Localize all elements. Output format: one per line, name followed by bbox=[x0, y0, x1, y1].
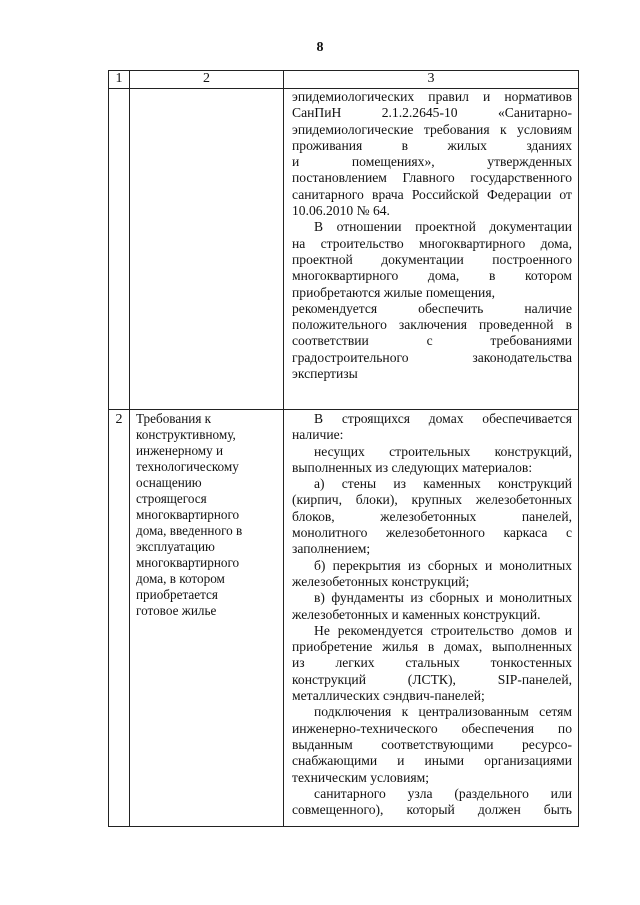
table-header-row bbox=[109, 71, 579, 89]
requirement-line: многоквартирного bbox=[136, 507, 240, 522]
text-line: а) стены из каменных конструкций bbox=[314, 476, 572, 492]
text-line: заполнением; bbox=[292, 541, 371, 557]
requirement-line: приобретается bbox=[136, 587, 218, 602]
row1-description-cell bbox=[284, 89, 579, 410]
text-line: несущих строительных конструкций, bbox=[314, 443, 572, 459]
text-line: эпидемиологических правил и нормативов bbox=[292, 89, 572, 104]
text-line: подключения к централизованным сетям bbox=[314, 704, 572, 720]
text-line: выданным соответствующими ресурсо- bbox=[292, 736, 572, 752]
requirement-line: многоквартирного bbox=[136, 555, 240, 570]
row2-requirement-cell bbox=[130, 410, 284, 827]
text-line: градостроительного законодательства bbox=[292, 349, 572, 365]
text-line: монолитного железобетонного каркаса с bbox=[292, 525, 572, 541]
requirement-line: Требования к bbox=[136, 411, 212, 426]
requirement-line: конструктивному, bbox=[136, 427, 236, 442]
text-line: (кирпич, блоки), крупных железобетонных bbox=[292, 492, 572, 508]
requirement-line: технологическому bbox=[136, 459, 239, 474]
requirement-line: оснащению bbox=[136, 475, 202, 490]
row1-number-cell bbox=[109, 89, 130, 410]
requirement-line: дома, в котором bbox=[136, 571, 225, 586]
text-line: экспертизы bbox=[292, 366, 358, 382]
text-line: выполненных из следующих материалов: bbox=[292, 459, 533, 475]
requirement-line: строящегося bbox=[136, 491, 207, 506]
row2-number-cell: 2 bbox=[109, 410, 130, 827]
text-line: Не рекомендуется строительство домов и bbox=[314, 622, 572, 638]
row2-description-cell bbox=[284, 410, 579, 827]
row1-requirement-cell bbox=[130, 89, 284, 410]
text-line: В строящихся домах обеспечивается bbox=[314, 411, 572, 426]
table-row-continued bbox=[109, 89, 579, 410]
text-line: санитарного узла (раздельного или bbox=[314, 785, 572, 801]
requirement-line: готовое жилье bbox=[136, 603, 217, 618]
table-row-2 bbox=[109, 410, 579, 827]
text-line: блоков, железобетонных панелей, bbox=[292, 508, 572, 524]
requirement-line: эксплуатацию bbox=[136, 539, 215, 554]
text-line: и помещениях», утвержденных bbox=[292, 154, 572, 170]
text-line: из легких стальных тонкостенных bbox=[292, 655, 572, 671]
text-line: проектной документации построенного bbox=[292, 251, 572, 267]
text-line: СанПиН 2.1.2.2645-10 «Санитарно- bbox=[292, 105, 572, 121]
text-line: наличие: bbox=[292, 427, 344, 443]
text-line: приобретаются жилые помещения, bbox=[292, 284, 495, 300]
text-line: железобетонных и каменных конструкций. bbox=[292, 606, 541, 622]
text-line: положительного заключения проведенной в bbox=[292, 317, 572, 333]
text-line: снабжающими и иными организациями bbox=[292, 753, 572, 769]
text-line: многоквартирного дома, в котором bbox=[292, 268, 572, 284]
header-col-2: 2 bbox=[130, 71, 284, 89]
text-line: на строительство многоквартирного дома, bbox=[292, 235, 572, 251]
text-line: конструкций (ЛСТК), SIP-панелей, bbox=[292, 671, 572, 687]
text-line: проживания в жилых зданиях bbox=[292, 137, 572, 153]
text-line: техническим условиям; bbox=[292, 769, 429, 785]
text-line: соответствии с требованиями bbox=[292, 333, 572, 349]
requirement-line: дома, введенного в bbox=[136, 523, 243, 538]
text-line: 10.06.2010 № 64. bbox=[292, 203, 390, 219]
requirements-table bbox=[108, 70, 579, 827]
text-line: санитарного врача Российской Федерации от bbox=[292, 186, 572, 202]
text-line: рекомендуется обеспечить наличие bbox=[292, 300, 572, 316]
header-col-1: 1 bbox=[109, 71, 130, 89]
text-line: инженерно-технического обеспечения по bbox=[292, 720, 572, 736]
text-line: В отношении проектной документации bbox=[314, 219, 572, 235]
text-line: постановлением Главного государственного bbox=[292, 170, 572, 186]
text-line: эпидемиологические требования к условиям bbox=[292, 121, 572, 137]
header-col-3: 3 bbox=[284, 71, 579, 89]
requirement-line: инженерному и bbox=[136, 443, 224, 458]
text-line: приобретение жилья в домах, выполненных bbox=[292, 639, 572, 655]
page-number: 8 bbox=[316, 40, 324, 55]
text-line: металлических сэндвич-панелей; bbox=[292, 688, 485, 704]
text-line: б) перекрытия из сборных и монолитных bbox=[314, 557, 572, 573]
text-line: железобетонных конструкций; bbox=[292, 573, 470, 589]
text-line: в) фундаменты из сборных и монолитных bbox=[314, 590, 572, 606]
text-line: совмещенного), который должен быть bbox=[292, 802, 572, 818]
